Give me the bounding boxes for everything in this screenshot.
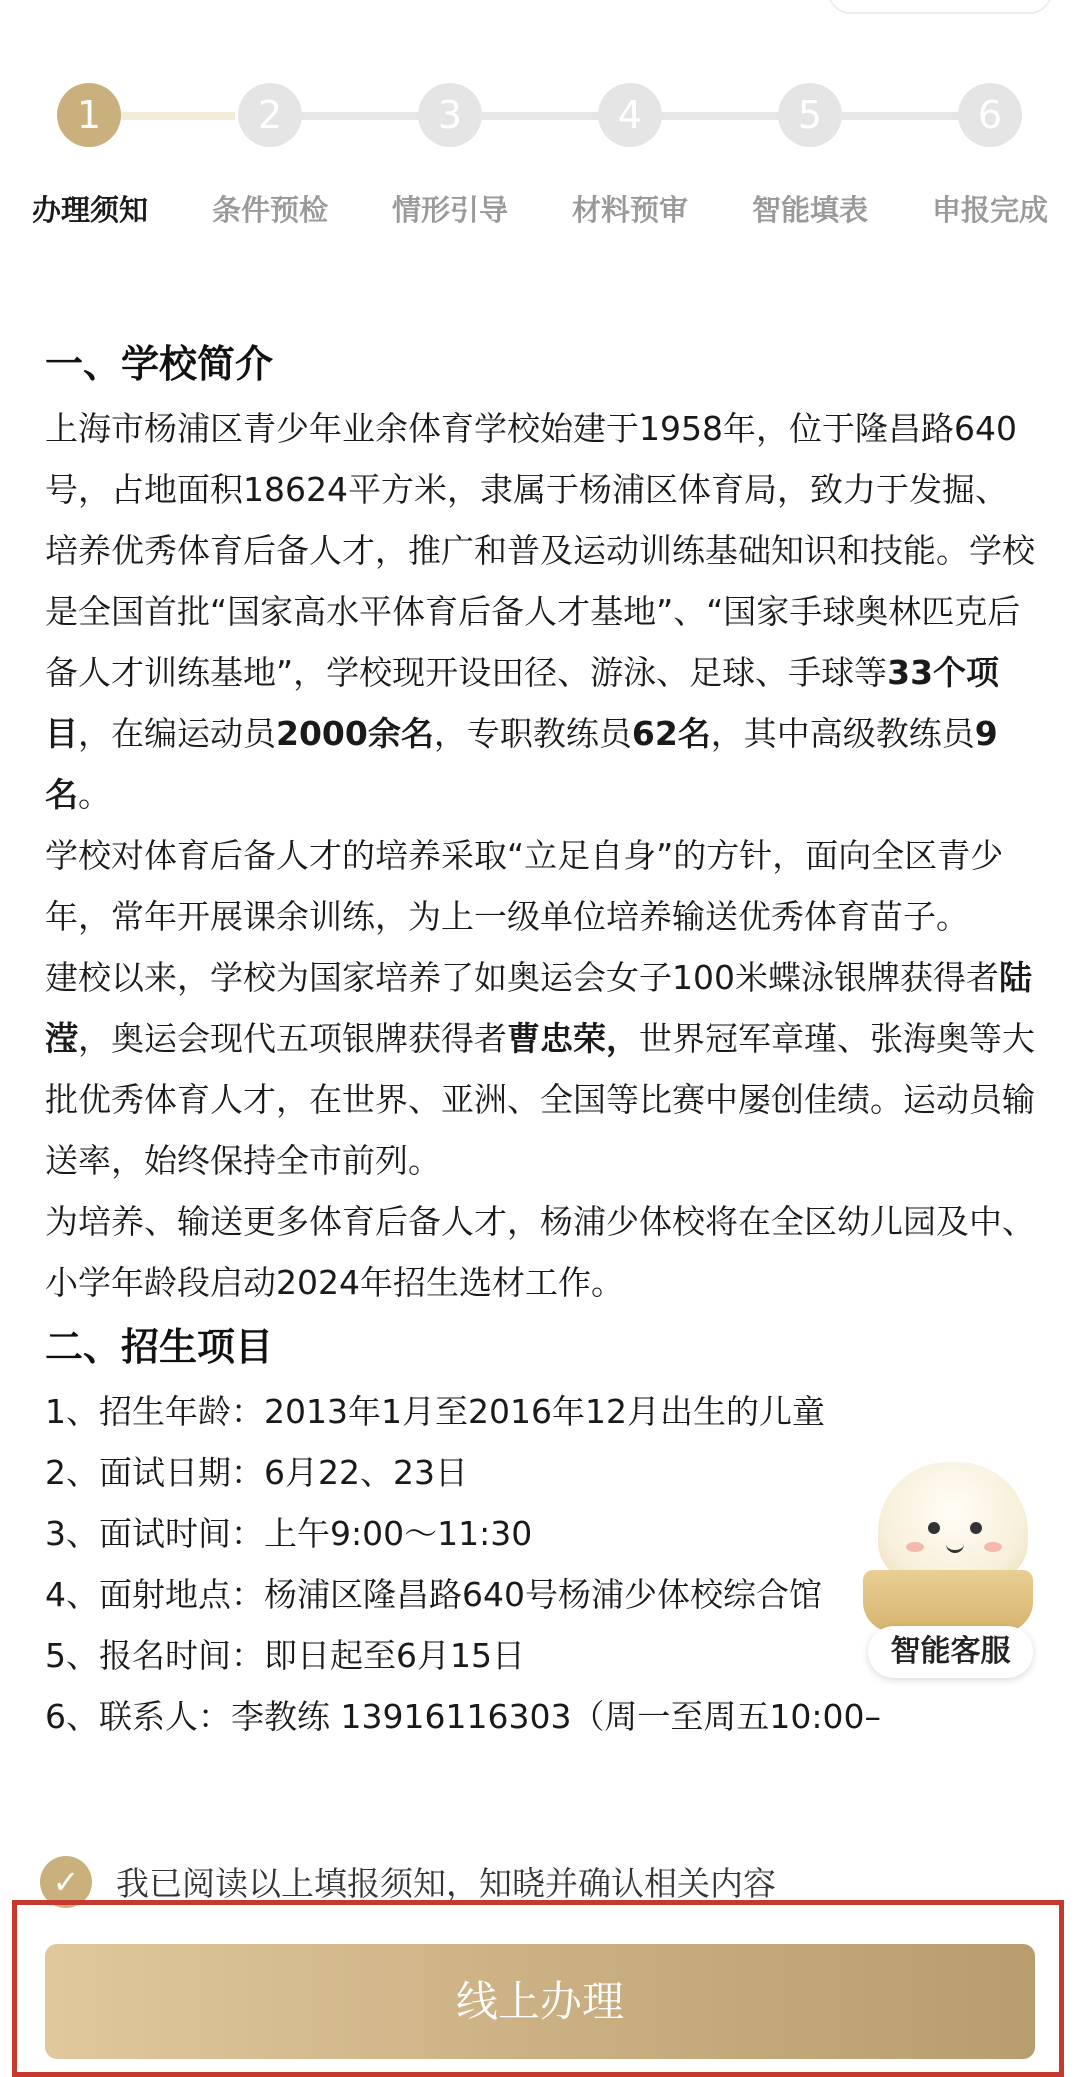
- dumpling-mascot-icon: [878, 1462, 1028, 1582]
- step-connector: [662, 112, 780, 120]
- online-apply-button[interactable]: 线上办理: [45, 1944, 1035, 2059]
- recruit-item: 5、报名时间：即日起至6月15日: [45, 1636, 525, 1675]
- intro-text: ，专职教练员: [433, 714, 632, 753]
- mascot-mouth: [946, 1540, 964, 1553]
- intro-bold-projects: 33个项目: [45, 653, 1000, 753]
- mascot-blush: [906, 1542, 924, 1552]
- step-6-label: 申报完成: [931, 193, 1048, 227]
- step-connector: [842, 112, 960, 120]
- intro-bold-coaches: 62名: [631, 714, 711, 753]
- step-connector: [482, 112, 600, 120]
- training-policy-paragraph: 学校对体育后备人才的培养采取“立足自身”的方针，面向全区青少年，常年开展课余训练，为上一级单位培养输送优秀体育苗子。: [45, 836, 1004, 936]
- step-1-circle: 1: [57, 83, 121, 147]
- step-5-circle: 5: [778, 83, 842, 147]
- intro-bold-athletes: 2000余名: [276, 714, 434, 753]
- mascot-eye: [928, 1522, 940, 1534]
- achievements-paragraph: [45, 947, 1035, 1191]
- intro-bold-senior-coaches: 9名: [45, 714, 998, 814]
- step-3-circle: 3: [418, 83, 482, 147]
- recruit-item: 6、联系人：李教练 13916116303（周一至周五10:00–: [45, 1697, 882, 1736]
- confirm-text: 我已阅读以上填报须知，知晓并确认相关内容: [116, 1864, 776, 1903]
- intro-text: ，在编运动员: [78, 714, 276, 753]
- smart-service-label: 智能客服: [868, 1626, 1033, 1678]
- intro-text: 上海市杨浦区青少年业余体育学校始建于1958年，位于隆昌路640号，占地面积18624平方米，隶属于杨浦区体育局，致力于发掘、培养优秀体育后备人才，推广和普及运动训练基础知识和技能。学校是全国首批“国家高水平体育后备人才基地”、“国家手球奥林匹克后备人才训练基地”，学校现开设田径、游泳、足球、手球等: [45, 409, 1035, 692]
- achievements-text: 建校以来，学校为国家培养了如奥运会女子100米蝶泳银牌获得者: [45, 958, 999, 997]
- recruit-item: 3、面试时间：上午9:00～11:30: [45, 1514, 533, 1553]
- step-connector: [125, 112, 235, 120]
- top-pill-button[interactable]: [828, 0, 1052, 14]
- recruit-item: 1、招生年龄：2013年1月至2016年12月出生的儿童: [45, 1392, 825, 1431]
- intro-text: 。: [78, 775, 111, 814]
- achievements-text: 世界冠军章瑾、张海奥等大批优秀体育人才，在世界、亚洲、全国等比赛中屡创佳绩。运动员输送率，始终保持全市前列。: [45, 1019, 1035, 1180]
- intro-text: ，其中高级教练员: [710, 714, 975, 753]
- step-4-label: 材料预审: [571, 193, 688, 227]
- section-1-title: 一、学校简介: [45, 342, 274, 386]
- step-5-label: 智能填表: [751, 193, 868, 227]
- step-2-label: 条件预检: [211, 193, 328, 227]
- recruitment-paragraph: 为培养、输送更多体育后备人才，杨浦少体校将在全区幼儿园及中、小学年龄段启动2024年招生选材工作。: [45, 1202, 1035, 1302]
- section-2-title: 二、招生项目: [45, 1325, 274, 1369]
- mascot-blush: [984, 1542, 1002, 1552]
- step-6-circle: 6: [958, 83, 1022, 147]
- step-1-label: 办理须知: [31, 193, 148, 227]
- step-3-label: 情形引导: [391, 193, 508, 227]
- achievements-text: ，奥运会现代五项银牌获得者: [78, 1019, 507, 1058]
- recruit-item: 4、面射地点：杨浦区隆昌路640号杨浦少体校综合馆: [45, 1575, 822, 1614]
- recruit-item: 2、面试日期：6月22、23日: [45, 1453, 468, 1492]
- step-connector: [302, 112, 420, 120]
- school-intro-paragraph: [45, 398, 1035, 825]
- mascot-eye: [970, 1522, 982, 1534]
- checkmark-icon[interactable]: ✓: [40, 1856, 92, 1908]
- smart-service-button[interactable]: [858, 1452, 1038, 1682]
- steamer-basket-icon: [863, 1570, 1033, 1632]
- athlete-name-bold: 曹忠荣，: [507, 1019, 639, 1058]
- step-4-circle: 4: [598, 83, 662, 147]
- athlete-name-bold: 陆滢: [45, 958, 1032, 1058]
- step-2-circle: 2: [238, 83, 302, 147]
